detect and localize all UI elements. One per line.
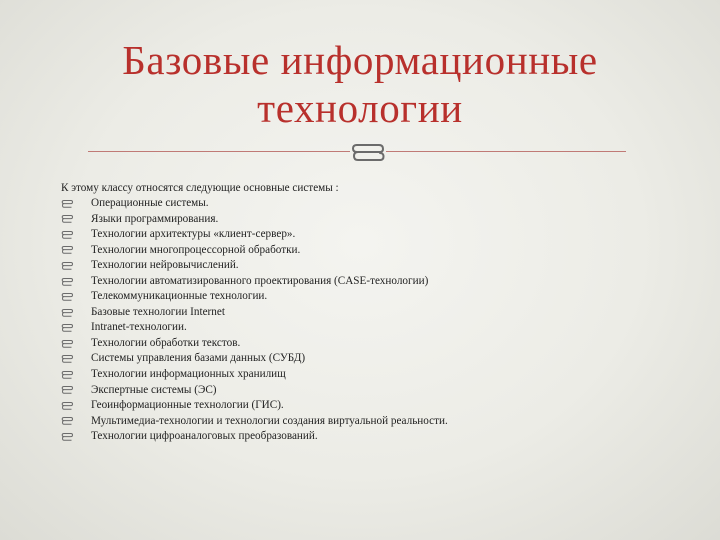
list-item-text: Языки программирования. [91, 212, 219, 225]
scroll-bullet-icon [61, 277, 74, 287]
list-item [61, 258, 448, 274]
list-item-text: Телекоммуникационные технологии. [91, 290, 268, 303]
scroll-bullet-icon [61, 214, 74, 224]
scroll-bullet-icon [61, 230, 74, 240]
list-item [61, 414, 448, 430]
slide-title [60, 36, 660, 132]
divider-line-left [88, 151, 350, 152]
systems-list [61, 196, 448, 445]
list-item [61, 289, 448, 305]
list-item [61, 336, 448, 352]
intro-text: К этому классу относятся следующие основные системы : [61, 182, 339, 194]
list-item [61, 243, 448, 259]
list-item-text: Технологии автоматизированного проектирования (CASE-технологии) [91, 274, 429, 287]
list-item-text: Технологии архитектуры «клиент-сервер». [91, 228, 296, 241]
list-item [61, 398, 448, 414]
scroll-bullet-icon [61, 323, 74, 333]
list-item-text: Операционные системы. [91, 197, 209, 209]
scroll-bullet-icon [61, 292, 74, 302]
list-item-text: Базовые технологии Internet [91, 305, 225, 318]
list-item-text: Геоинформационные технологии (ГИС). [91, 399, 284, 412]
scroll-bullet-icon [61, 354, 74, 364]
list-item [61, 367, 448, 383]
scroll-bullet-icon [61, 385, 74, 395]
scroll-ornament-icon [349, 139, 387, 165]
list-item-text: Intranet-технологии. [91, 321, 187, 334]
scroll-bullet-icon [61, 308, 74, 318]
scroll-bullet-icon [61, 339, 74, 349]
scroll-bullet-icon [61, 245, 74, 255]
list-item [61, 196, 448, 212]
list-item [61, 274, 448, 290]
list-item [61, 429, 448, 445]
list-item [61, 305, 448, 321]
list-item [61, 351, 448, 367]
list-item-text: Технологии информационных хранилищ [91, 368, 286, 381]
list-item [61, 320, 448, 336]
list-item-text: Технологии нейровычислений. [91, 259, 239, 272]
list-item-text: Экспертные системы (ЭС) [91, 383, 217, 396]
divider-line-right [386, 151, 626, 152]
list-item [61, 227, 448, 243]
list-item-text: Технологии цифроаналоговых преобразований. [91, 430, 318, 443]
list-item-text: Технологии обработки текстов. [91, 336, 241, 349]
list-item-text: Системы управления базами данных (СУБД) [91, 352, 306, 365]
scroll-bullet-icon [61, 199, 74, 209]
list-item [61, 383, 448, 399]
title-line-2: технологии [257, 85, 463, 131]
scroll-bullet-icon [61, 401, 74, 411]
scroll-bullet-icon [61, 261, 74, 271]
list-item [61, 212, 448, 228]
scroll-bullet-icon [61, 416, 74, 426]
title-line-1: Базовые информационные [122, 37, 598, 83]
list-item-text: Мультимедиа-технологии и технологии создания виртуальной реальности. [91, 414, 448, 427]
scroll-bullet-icon [61, 432, 74, 442]
list-item-text: Технологии многопроцессорной обработки. [91, 243, 301, 256]
scroll-bullet-icon [61, 370, 74, 380]
